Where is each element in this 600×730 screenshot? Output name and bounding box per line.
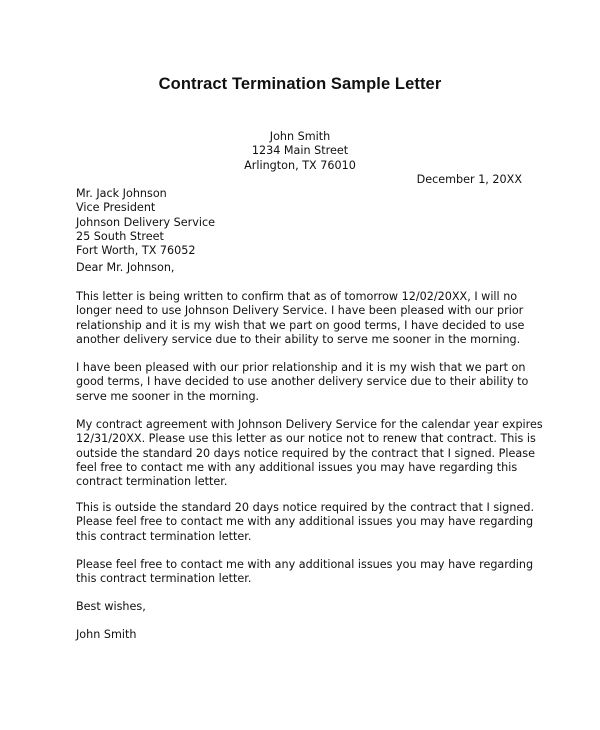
letter-title: Contract Termination Sample Letter bbox=[158, 75, 442, 93]
paragraph-5 bbox=[76, 558, 534, 587]
paragraph-3 bbox=[76, 418, 543, 489]
paragraph-line: another delivery service due to their ability to serve me sooner in the morning. bbox=[76, 332, 521, 346]
paragraph-line: Please feel free to contact me with any additional issues you may have regarding bbox=[76, 558, 534, 571]
paragraph-line: this contract termination letter. bbox=[76, 529, 252, 543]
recipient-position: Vice President bbox=[76, 201, 156, 215]
paragraph-line: relationship and it is my wish that we part on good terms, I have decided to use bbox=[76, 318, 525, 332]
paragraph-line: 12/31/20XX. Please use this letter as our notice not to renew that contract. This is bbox=[76, 432, 536, 446]
closing: Best wishes, bbox=[76, 600, 146, 613]
paragraph-2 bbox=[76, 361, 529, 404]
paragraph-line: This is outside the standard 20 days notice required by the contract that I signed. bbox=[76, 501, 535, 514]
paragraph-line: outside the standard 20 days notice required by the contract that I signed. Please bbox=[76, 446, 535, 460]
recipient-city: Fort Worth, TX 76052 bbox=[76, 244, 196, 258]
sender-address-block bbox=[0, 130, 600, 173]
letter-date: December 1, 20XX bbox=[416, 173, 522, 186]
paragraph-line: good terms, I have decided to use another delivery service due to their ability to bbox=[76, 375, 529, 389]
paragraph-line: longer need to use Johnson Delivery Service. I have been pleased with our prior bbox=[76, 304, 524, 318]
recipient-street: 25 South Street bbox=[76, 229, 164, 243]
salutation: Dear Mr. Johnson, bbox=[76, 261, 175, 274]
paragraph-4 bbox=[76, 501, 535, 544]
recipient-company: Johnson Delivery Service bbox=[76, 215, 215, 229]
signature-name: John Smith bbox=[76, 628, 137, 641]
paragraph-line: this contract termination letter. bbox=[76, 572, 252, 586]
paragraph-line: Please feel free to contact me with any additional issues you may have regarding bbox=[76, 515, 534, 529]
paragraph-line: feel free to contact me with any additional issues you may have regarding this bbox=[76, 460, 518, 474]
sender-street: 1234 Main Street bbox=[251, 144, 349, 158]
paragraph-line: I have been pleased with our prior relationship and it is my wish that we part on bbox=[76, 361, 526, 374]
sender-name: John Smith bbox=[269, 130, 331, 143]
paragraph-1 bbox=[76, 290, 526, 347]
paragraph-line: My contract agreement with Johnson Delivery Service for the calendar year expires bbox=[76, 418, 543, 431]
paragraph-line: This letter is being written to confirm that as of tomorrow 12/02/20XX, I will no bbox=[76, 290, 518, 303]
recipient-address-block bbox=[76, 187, 526, 258]
paragraph-line: contract termination letter. bbox=[76, 475, 228, 489]
sender-city: Arlington, TX 76010 bbox=[244, 158, 356, 172]
paragraph-line: serve me sooner in the morning. bbox=[76, 389, 260, 403]
recipient-name: Mr. Jack Johnson bbox=[76, 187, 167, 200]
